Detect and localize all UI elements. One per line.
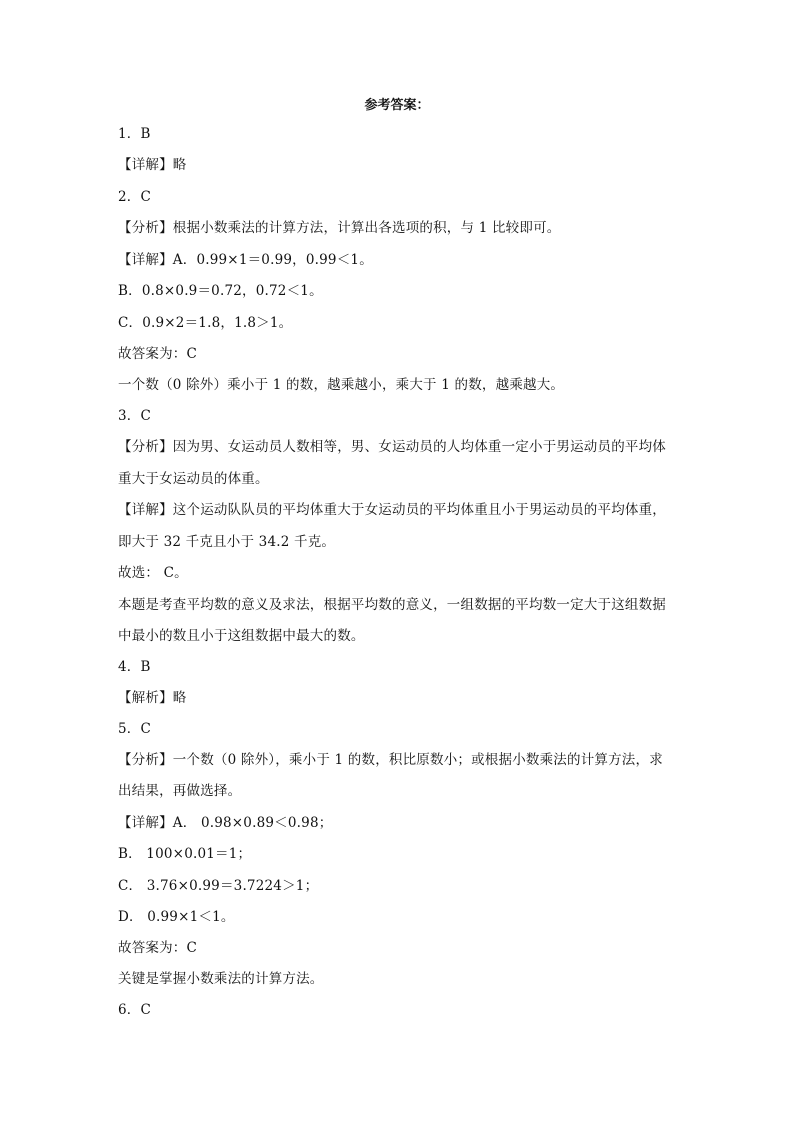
answer-number: 6．C	[118, 1002, 152, 1018]
note-line: 一个数（0 除外）乘小于 1 的数，越乘越小，乘大于 1 的数，越乘越大。	[118, 377, 565, 393]
note-line-cont: 中最小的数且小于这组数据中最大的数。	[118, 628, 365, 644]
page-title: 参考答案：	[364, 98, 430, 113]
analysis-line-cont: 出结果，再做选择。	[118, 783, 242, 799]
detail-line: 【详解】这个运动队队员的平均体重大于女运动员的平均体重且小于男运动员的平均体重，	[118, 502, 666, 518]
conclusion-line: 故选： C。	[118, 565, 188, 581]
analysis-line: 【分析】因为男、女运动员人数相等，男、女运动员的人均体重一定小于男运动员的平均体	[118, 439, 666, 455]
note-line: 关键是掌握小数乘法的计算方法。	[118, 971, 324, 987]
option-line: D． 0.99×1＜1。	[118, 909, 235, 925]
analysis-line: 【分析】根据小数乘法的计算方法，计算出各选项的积，与 1 比较即可。	[118, 220, 561, 236]
detail-line-cont: 即大于 32 千克且小于 34.2 千克。	[118, 534, 336, 550]
analysis-line-cont: 重大于女运动员的体重。	[118, 471, 269, 487]
detail-line: 【详解】A．0.99×1＝0.99，0.99＜1。	[118, 252, 373, 268]
option-line: C．0.9×2＝1.8，1.8＞1。	[118, 315, 293, 331]
answer-number: 4．B	[118, 659, 151, 675]
detail-line: 【详解】略	[118, 157, 187, 173]
analysis-line: 【分析】一个数（0 除外），乘小于 1 的数，积比原数小；或根据小数乘法的计算方法，求	[118, 752, 663, 768]
answer-number: 1．B	[118, 126, 151, 142]
answer-number: 2．C	[118, 189, 152, 205]
option-line: B．0.8×0.9＝0.72，0.72＜1。	[118, 283, 323, 299]
note-line: 本题是考查平均数的意义及求法，根据平均数的意义，一组数据的平均数一定大于这组数据	[118, 597, 666, 613]
detail-line: 【详解】A． 0.98×0.89＜0.98；	[118, 815, 333, 831]
answer-number: 3．C	[118, 408, 152, 424]
option-line: C． 3.76×0.99＝3.7224＞1；	[118, 878, 319, 894]
option-line: B． 100×0.01＝1；	[118, 846, 252, 862]
explanation-line: 【解析】略	[118, 690, 187, 706]
conclusion-line: 故答案为：C	[118, 940, 198, 956]
conclusion-line: 故答案为：C	[118, 346, 198, 362]
answer-number: 5．C	[118, 721, 152, 737]
